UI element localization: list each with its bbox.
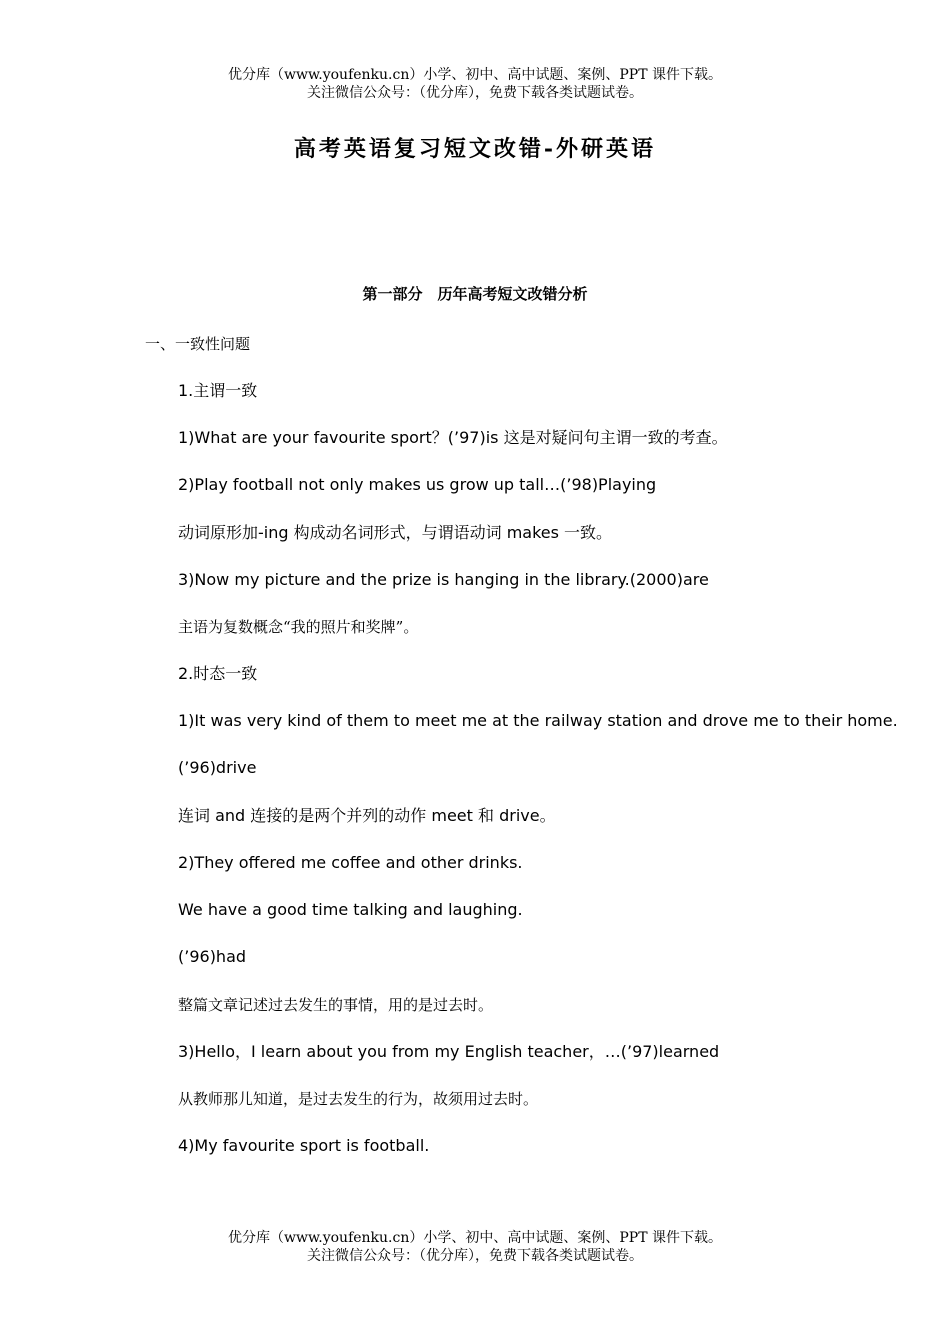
document-title: 高考英语复习短文改错-外研英语 [293,136,657,162]
footer-line-2: 关注微信公众号：（优分库），免费下载各类试题试卷。 [307,1248,643,1264]
page-header [0,66,950,102]
example-line: 2)Play football not only makes us grow up tall…(’98)Playing [178,475,657,494]
explanation-line: 从教师那儿知道，是过去发生的行为，故须用过去时。 [178,1090,539,1108]
example-line: 1)It was very kind of them to meet me at the railway station and drove me to their home. [178,711,898,730]
subsection-heading: 2.时态一致 [178,664,258,683]
explanation-line: 整篇文章记述过去发生的事情，用的是过去时。 [178,996,494,1014]
answer-line: (’96)had [178,947,247,966]
example-line: 1)What are your favourite sport？(’97)is 这是对疑问句主谓一致的考查。 [178,428,728,447]
footer-line-1: 优分库（www.youfenku.cn）小学、初中、高中试题、案例、PPT 课件下载。 [227,1230,722,1246]
example-line: We have a good time talking and laughing. [178,900,523,919]
header-line-1: 优分库（www.youfenku.cn）小学、初中、高中试题、案例、PPT 课件下载。 [227,67,722,83]
section-heading: 一、一致性问题 [145,335,251,353]
answer-line: (’96)drive [178,758,257,777]
page-footer [0,1229,950,1265]
part-title: 第一部分 历年高考短文改错分析 [362,285,588,303]
explanation-line: 主语为复数概念“我的照片和奖牌”。 [178,618,419,636]
example-line: 4)My favourite sport is football. [178,1136,430,1155]
header-line-2: 关注微信公众号：（优分库），免费下载各类试题试卷。 [307,85,643,101]
example-line: 3)Hello，I learn about you from my English teacher，…(’97)learned [178,1042,720,1061]
explanation-line: 连词 and 连接的是两个并列的动作 meet 和 drive。 [178,806,556,825]
explanation-line: 动词原形加-ing 构成动名词形式，与谓语动词 makes 一致。 [178,523,613,542]
example-line: 2)They offered me coffee and other drinks. [178,853,523,872]
subsection-heading: 1.主谓一致 [178,381,258,400]
example-line: 3)Now my picture and the prize is hanging in the library.(2000)are [178,570,709,589]
